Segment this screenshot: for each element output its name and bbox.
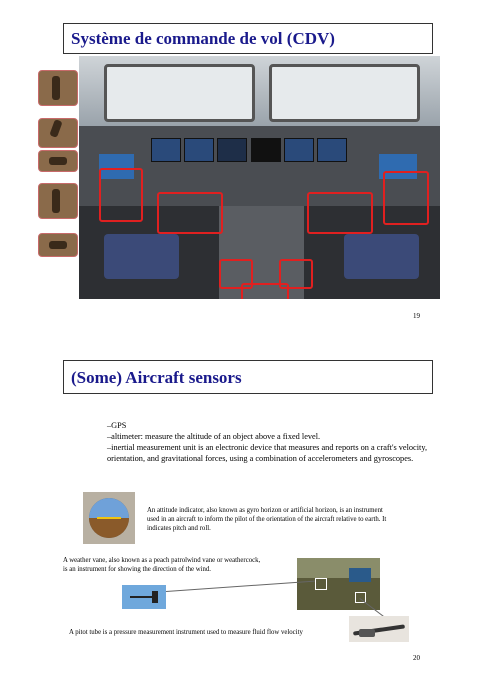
sidestick-thumbnail	[38, 70, 78, 106]
pitot-tube-image	[349, 616, 409, 642]
display-screen	[184, 138, 214, 162]
display-screen	[317, 138, 347, 162]
bullet-imu: –inertial measurement unit is an electronic device that measures and reports on a craft's velocity, orientation, and gravitational forces, using a combination of accelerometers and gyroscopes.	[107, 443, 428, 463]
attitude-caption: An attitude indicator, also known as gyro horizon or artificial horizon, is an instrument used in an aircraft to inform the pilot of the orientation of the aircraft relative to earth. It indicates pitch and roll.	[147, 507, 387, 532]
sidestick-thumbnail	[38, 233, 78, 257]
slide1-title: Système de commande de vol (CDV)	[71, 29, 335, 48]
highlight-pedestal-bottom	[241, 283, 289, 299]
connector-line-vane	[166, 581, 315, 592]
sidestick-thumbnail	[38, 118, 78, 148]
display-screen	[217, 138, 247, 162]
slide2-title: (Some) Aircraft sensors	[71, 368, 242, 387]
sensor-bullet-list	[107, 420, 437, 464]
aircraft-sensors-photo	[297, 558, 380, 610]
window-right	[269, 64, 420, 122]
highlight-right-table	[307, 192, 373, 234]
sidestick-thumbnail	[38, 150, 78, 172]
sidestick-thumbnail	[38, 183, 78, 219]
vane-caption: A weather vane, also known as a peach patrolwind vane or weathercock, is an instrument for showing the direction of the wind.	[63, 557, 261, 573]
slide1-title-box	[63, 23, 433, 54]
seat-left	[104, 234, 179, 279]
attitude-indicator-image	[83, 492, 135, 544]
pitot-caption: A pitot tube is a pressure measurement instrument used to measure fluid flow velocity	[69, 629, 303, 636]
weather-vane-image	[122, 585, 166, 609]
slide2-title-box	[63, 360, 433, 394]
window-left	[104, 64, 255, 122]
page-number-20: 20	[413, 654, 420, 662]
display-screen	[251, 138, 281, 162]
cockpit-photo	[79, 56, 440, 299]
highlight-left-table	[157, 192, 223, 234]
page-number-19: 19	[413, 312, 420, 320]
highlight-left-sidestick	[99, 168, 143, 222]
bullet-altimeter: –altimeter: measure the altitude of an object above a fixed level.	[107, 432, 321, 441]
display-screen	[151, 138, 181, 162]
bullet-gps: –GPS	[107, 421, 127, 430]
highlight-right-sidestick	[383, 171, 429, 225]
display-screen	[284, 138, 314, 162]
seat-right	[344, 234, 419, 279]
